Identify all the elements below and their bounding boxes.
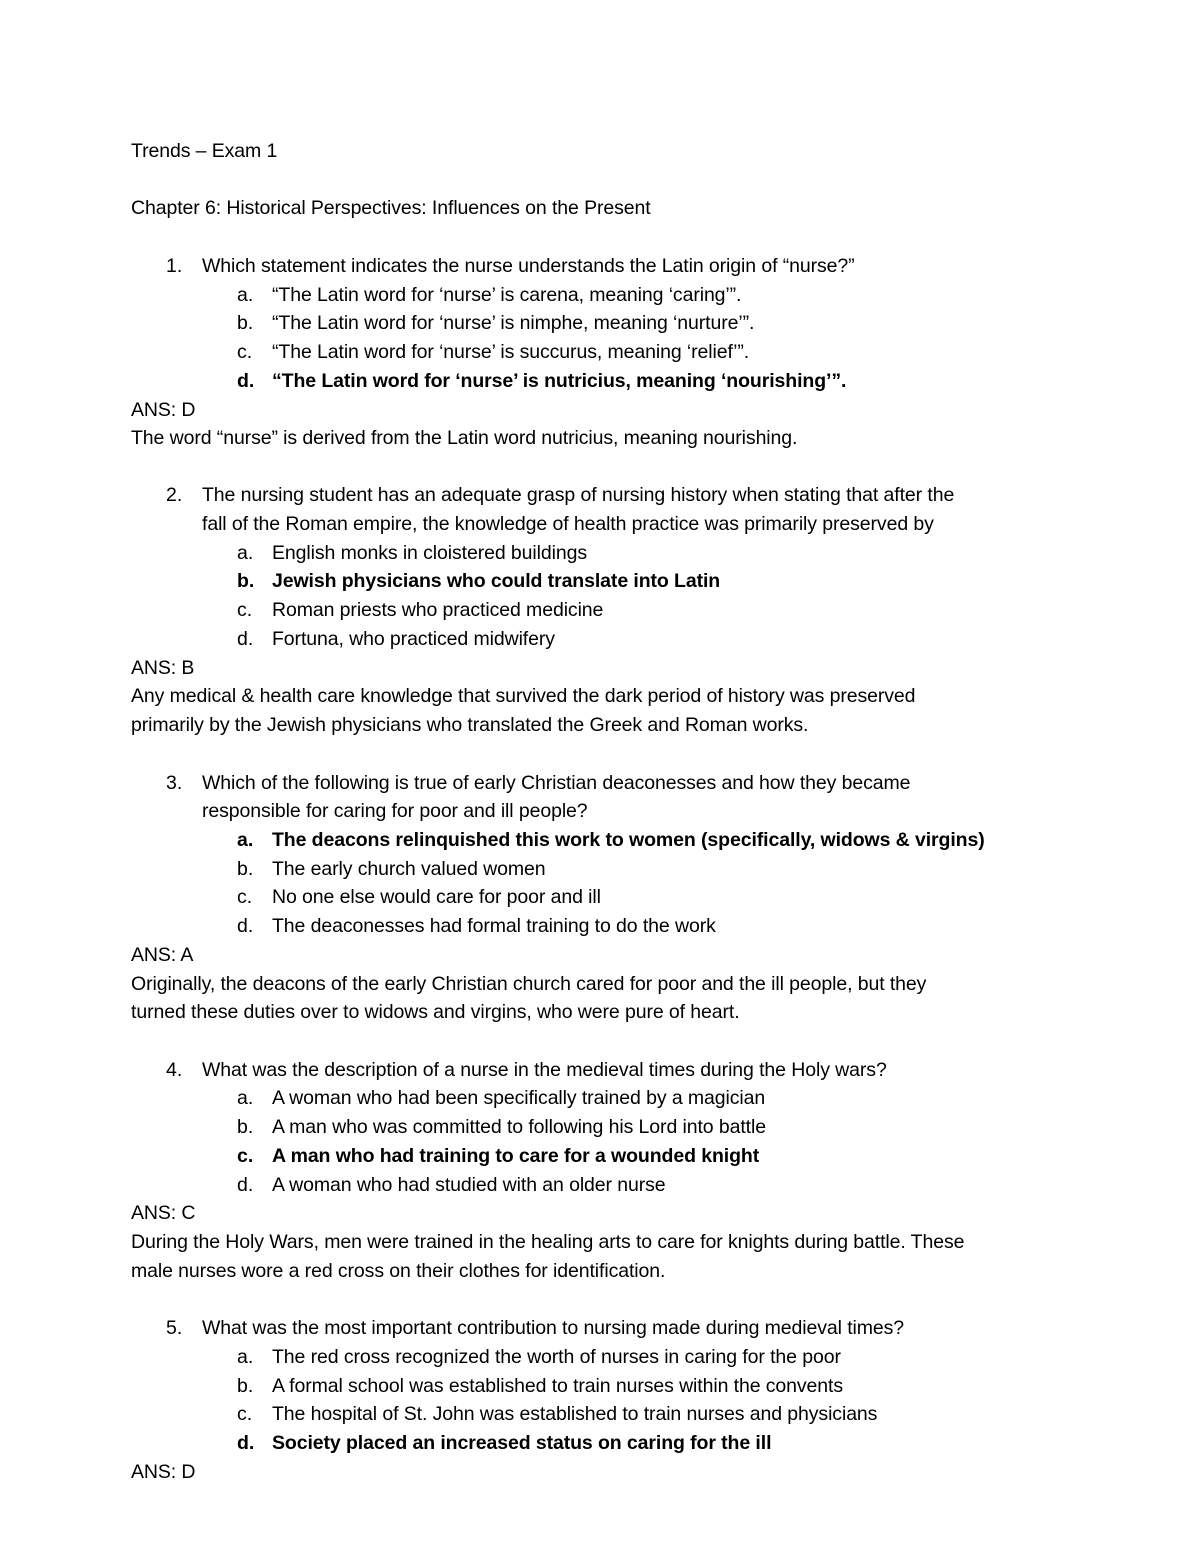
option-letter: d. (237, 915, 254, 937)
option-letter: a. (237, 542, 254, 564)
option-text: A man who was committed to following his Lord into battle (272, 1116, 766, 1138)
answer-key: ANS: D (131, 399, 196, 421)
option-letter: d. (237, 628, 254, 650)
option-letter: d. (237, 1174, 254, 1196)
option-letter: b. (237, 1116, 254, 1138)
rationale: male nurses wore a red cross on their clothes for identification. (131, 1260, 666, 1282)
chapter-heading: Chapter 6: Historical Perspectives: Influences on the Present (131, 197, 651, 219)
option-letter: a. (237, 284, 254, 306)
correct-option-letter: d. (237, 1432, 255, 1454)
rationale: Originally, the deacons of the early Christian church cared for poor and the ill people, but they (131, 973, 927, 995)
option-letter: a. (237, 1346, 254, 1368)
option-text: The early church valued women (272, 858, 546, 880)
correct-option-text: “The Latin word for ‘nurse’ is nutricius, meaning ‘nourishing’”. (272, 370, 847, 392)
question-number: 3. (166, 772, 183, 794)
correct-option-letter: c. (237, 1145, 254, 1167)
question-stem: What was the most important contribution to nursing made during medieval times? (202, 1317, 905, 1339)
answer-key: ANS: B (131, 657, 195, 679)
option-letter: c. (237, 1403, 253, 1425)
option-letter: c. (237, 599, 253, 621)
correct-option-text: A man who had training to care for a wounded knight (272, 1145, 760, 1167)
document-title: Trends – Exam 1 (131, 140, 278, 162)
option-text: A woman who had been specifically trained by a magician (272, 1087, 766, 1109)
option-text: A formal school was established to train nurses within the convents (272, 1375, 844, 1397)
option-text: No one else would care for poor and ill (272, 886, 601, 908)
question-number: 4. (166, 1059, 183, 1081)
correct-option-text: Society placed an increased status on caring for the ill (272, 1432, 772, 1454)
question-stem: responsible for caring for poor and ill people? (202, 800, 588, 822)
option-text: Fortuna, who practiced midwifery (272, 628, 555, 650)
option-letter: c. (237, 886, 253, 908)
option-text: The red cross recognized the worth of nurses in caring for the poor (272, 1346, 841, 1368)
option-text: “The Latin word for ‘nurse’ is succurus, meaning ‘relief’”. (272, 341, 750, 363)
correct-option-letter: a. (237, 829, 254, 851)
option-text: “The Latin word for ‘nurse’ is nimphe, meaning ‘nurture’”. (272, 312, 755, 334)
option-letter: b. (237, 1375, 254, 1397)
question-stem: The nursing student has an adequate grasp of nursing history when stating that after the (202, 484, 955, 506)
correct-option-text: Jewish physicians who could translate into Latin (272, 570, 721, 592)
question-stem: Which statement indicates the nurse understands the Latin origin of “nurse?” (202, 255, 855, 277)
answer-key: ANS: C (131, 1202, 196, 1224)
question-stem: fall of the Roman empire, the knowledge of health practice was primarily preserved by (202, 513, 934, 535)
correct-option-letter: d. (237, 370, 255, 392)
question-stem: Which of the following is true of early Christian deaconesses and how they became (202, 772, 911, 794)
option-letter: b. (237, 858, 254, 880)
question-stem: What was the description of a nurse in the medieval times during the Holy wars? (202, 1059, 887, 1081)
rationale: The word “nurse” is derived from the Latin word nutricius, meaning nourishing. (131, 427, 798, 449)
rationale: Any medical & health care knowledge that survived the dark period of history was preserved (131, 685, 916, 707)
option-text: English monks in cloistered buildings (272, 542, 587, 564)
question-number: 1. (166, 255, 183, 277)
question-number: 5. (166, 1317, 183, 1339)
rationale: During the Holy Wars, men were trained in the healing arts to care for knights during battle. These (131, 1231, 965, 1253)
correct-option-text: The deacons relinquished this work to women (specifically, widows & virgins) (272, 829, 985, 851)
correct-option-letter: b. (237, 570, 255, 592)
option-text: Roman priests who practiced medicine (272, 599, 604, 621)
option-text: The deaconesses had formal training to do the work (272, 915, 716, 937)
option-letter: c. (237, 341, 253, 363)
option-letter: b. (237, 312, 254, 334)
option-text: The hospital of St. John was established to train nurses and physicians (272, 1403, 878, 1425)
rationale: turned these duties over to widows and virgins, who were pure of heart. (131, 1001, 740, 1023)
option-text: A woman who had studied with an older nurse (272, 1174, 666, 1196)
question-number: 2. (166, 484, 183, 506)
option-text: “The Latin word for ‘nurse’ is carena, meaning ‘caring’”. (272, 284, 742, 306)
rationale: primarily by the Jewish physicians who translated the Greek and Roman works. (131, 714, 809, 736)
answer-key: ANS: D (131, 1461, 196, 1483)
option-letter: a. (237, 1087, 254, 1109)
answer-key: ANS: A (131, 944, 194, 966)
